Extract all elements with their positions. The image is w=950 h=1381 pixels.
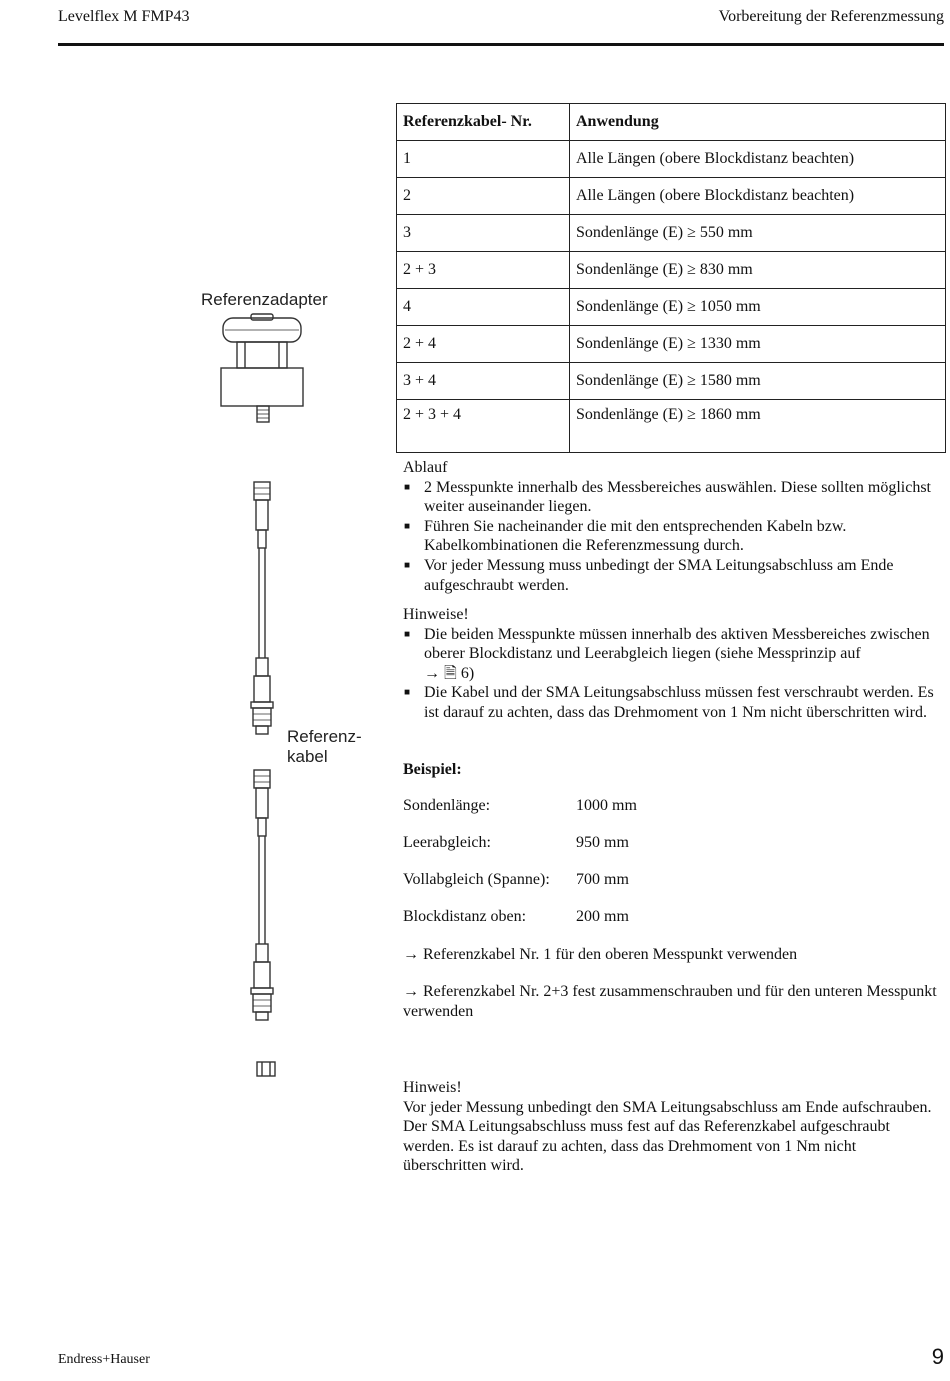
table-cell: Sondenlänge (E) ≥ 1860 mm (570, 400, 946, 453)
table-cell: 2 + 3 (397, 252, 570, 289)
table-cell: 2 (397, 178, 570, 215)
header-right: Vorbereitung der Referenzmessung (718, 8, 944, 25)
table-cell: 2 + 3 + 4 (397, 400, 570, 453)
hinweise-list (403, 625, 938, 723)
list-item: ■ Die Kabel und der SMA Leitungsabschluss müssen fest verschraubt werden. Es ist darauf zu achten, dass das Drehmoment von 1 Nm nicht überschritten wird. (403, 683, 938, 722)
table-cell: Alle Längen (obere Blockdistanz beachten) (570, 141, 946, 178)
page-number: 9 (931, 1344, 944, 1369)
beispiel-label: Blockdistanz oben: (403, 908, 527, 925)
table-header-cell: Referenzkabel- Nr. (397, 104, 570, 141)
table-cell: 3 + 4 (397, 363, 570, 400)
beispiel-label: Vollabgleich (Spanne): (403, 871, 550, 888)
reference-cable-table (396, 103, 946, 453)
list-item: ■ 2 Messpunkte innerhalb des Messbereiches auswählen. Diese sollten möglichst weiter auseinander liegen. (403, 478, 938, 517)
hinweise-item1-text: Die beiden Messpunkte müssen innerhalb des aktiven Messbereiches zwischen oberer Blockdistanz und Leerabgleich liegen (siehe Messprinzip auf (424, 625, 930, 663)
table-row (397, 215, 946, 252)
hinweis-title: Hinweis! (403, 1079, 462, 1096)
cable-label-line1: Referenz- (287, 727, 362, 746)
table-row (397, 363, 946, 400)
table-cell: 1 (397, 141, 570, 178)
reference-cable-2-drawing (246, 766, 278, 1024)
hinweis-line2: Der SMA Leitungsabschluss muss fest auf das Referenzkabel aufgeschraubt werden. Es ist darauf zu achten, dass das Drehmoment von 1 Nm nicht überschritten wird. (403, 1118, 890, 1175)
footer-brand: Endress+Hauser (58, 1352, 150, 1367)
header-rule (58, 43, 944, 46)
table-row (397, 252, 946, 289)
ablauf-list (403, 478, 938, 596)
beispiel-label: Sondenlänge: (403, 797, 491, 814)
page-reference: → 🗎 6) (424, 664, 475, 682)
table-cell: Sondenlänge (E) ≥ 1580 mm (570, 363, 946, 400)
beispiel-value: 700 mm (576, 871, 629, 888)
table-cell: Sondenlänge (E) ≥ 830 mm (570, 252, 946, 289)
list-item (403, 625, 938, 684)
reference-cable-1-drawing (246, 478, 278, 740)
beispiel-title: Beispiel: (403, 761, 462, 778)
beispiel-result-1: → Referenzkabel Nr. 1 für den oberen Messpunkt verwenden (403, 946, 798, 963)
adapter-label: Referenzadapter (201, 290, 328, 309)
ablauf-title: Ablauf (403, 459, 448, 476)
beispiel-value: 1000 mm (576, 797, 637, 814)
beispiel-result-2: → Referenzkabel Nr. 2+3 fest zusammenschrauben und für den unteren Messpunkt verwenden (403, 983, 937, 1020)
list-item: ■ Führen Sie nacheinander die mit den entsprechenden Kabeln bzw. Kabelkombinationen die Referenzmessung durch. (403, 517, 938, 556)
table-header-cell: Anwendung (570, 104, 946, 141)
beispiel-value: 950 mm (576, 834, 629, 851)
beispiel-label: Leerabgleich: (403, 834, 491, 851)
table-cell: Alle Längen (obere Blockdistanz beachten) (570, 178, 946, 215)
cable-label-line2: kabel (287, 747, 328, 766)
table-header-row (397, 104, 946, 141)
list-item: ■ Vor jeder Messung muss unbedingt der SMA Leitungsabschluss am Ende aufgeschraubt werden. (403, 556, 938, 595)
table-row (397, 400, 946, 453)
table-row (397, 289, 946, 326)
beispiel-value: 200 mm (576, 908, 629, 925)
hinweise-section (403, 605, 938, 723)
table-cell: 3 (397, 215, 570, 252)
table-row (397, 178, 946, 215)
header-left: Levelflex M FMP43 (58, 8, 190, 25)
hinweis-section (403, 1078, 938, 1176)
table-cell: Sondenlänge (E) ≥ 1330 mm (570, 326, 946, 363)
table-row (397, 141, 946, 178)
table-cell: Sondenlänge (E) ≥ 550 mm (570, 215, 946, 252)
table-cell: 4 (397, 289, 570, 326)
hinweis-line1: Vor jeder Messung unbedingt den SMA Leitungsabschluss am Ende aufschrauben. (403, 1098, 932, 1116)
table-cell: Sondenlänge (E) ≥ 1050 mm (570, 289, 946, 326)
table-cell: 2 + 4 (397, 326, 570, 363)
sma-terminator-drawing (255, 1058, 277, 1080)
ablauf-section (403, 458, 938, 595)
hinweise-title: Hinweise! (403, 606, 469, 623)
reference-adapter-drawing (215, 312, 310, 424)
table-row (397, 326, 946, 363)
